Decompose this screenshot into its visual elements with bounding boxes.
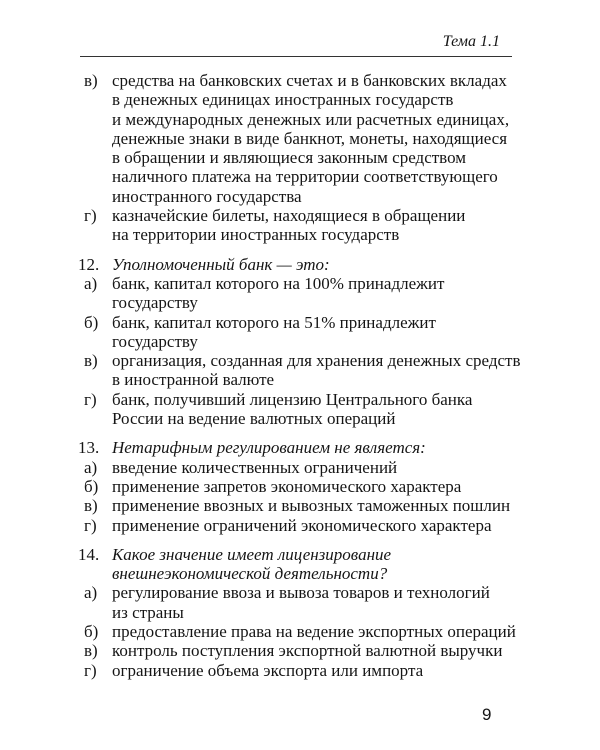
option-label: г) xyxy=(84,660,97,680)
page-number: 9 xyxy=(482,705,492,724)
answer-option xyxy=(78,351,521,390)
answer-option xyxy=(78,583,518,622)
option-label-wrap xyxy=(78,516,112,535)
option-label: б) xyxy=(84,312,99,332)
answer-option xyxy=(78,71,518,206)
option-label-wrap xyxy=(78,71,112,206)
answer-option xyxy=(78,206,518,245)
option-text xyxy=(112,351,520,390)
option-line: наличного платежа на территории соответствующего xyxy=(112,167,498,187)
option-label-wrap xyxy=(78,583,112,622)
option-text xyxy=(112,206,518,245)
option-line: иностранного государства xyxy=(112,186,302,206)
option-text xyxy=(112,622,518,641)
option-line: казначейские билеты, находящиеся в обращении xyxy=(112,206,466,226)
option-label: в) xyxy=(84,351,98,371)
option-line: в денежных единицах иностранных государств xyxy=(112,90,454,110)
option-text xyxy=(112,274,518,313)
option-line: регулирование ввоза и вывоза товаров и технологий xyxy=(112,583,490,603)
option-text xyxy=(112,477,518,496)
option-line: средства на банковских счетах и в банковских вкладах xyxy=(112,71,507,90)
option-label: г) xyxy=(84,206,97,226)
option-label: в) xyxy=(84,496,98,516)
option-text xyxy=(112,313,518,352)
option-label-wrap xyxy=(78,274,112,313)
option-label: г) xyxy=(84,515,97,535)
question-block xyxy=(78,71,518,245)
option-line: в обращении и являющиеся законным средством xyxy=(112,148,467,168)
option-line: из страны xyxy=(112,602,184,622)
option-label: а) xyxy=(84,457,98,477)
option-text xyxy=(112,496,518,515)
answer-option xyxy=(78,390,518,429)
option-line: применение ограничений экономического характера xyxy=(112,515,492,535)
option-line: введение количественных ограничений xyxy=(112,457,398,477)
answer-option xyxy=(78,641,518,660)
question-number: 12. xyxy=(78,254,100,274)
option-label: в) xyxy=(84,71,98,90)
answer-option xyxy=(78,661,518,680)
header-divider xyxy=(80,56,512,57)
option-label: а) xyxy=(84,273,98,293)
option-line: предоставление права на ведение экспортных операций xyxy=(112,622,516,642)
option-text xyxy=(112,71,518,206)
option-text xyxy=(112,516,518,535)
option-line: применение запретов экономического характера xyxy=(112,476,462,496)
option-label: б) xyxy=(84,622,99,642)
question-line: внешнеэкономической деятельности? xyxy=(112,564,388,584)
option-text xyxy=(112,583,518,622)
question-text xyxy=(112,255,330,274)
option-line: банк, капитал которого на 51% принадлежит xyxy=(112,312,436,332)
option-label-wrap xyxy=(78,351,112,390)
question-line: Уполномоченный банк — это: xyxy=(112,254,330,274)
question-heading xyxy=(78,438,518,457)
answer-option xyxy=(78,516,518,535)
option-label-wrap xyxy=(78,458,112,477)
question-heading xyxy=(78,545,518,584)
option-line: и международных денежных или расчетных единицах, xyxy=(112,109,510,129)
question-text xyxy=(112,545,391,584)
option-label: б) xyxy=(84,476,99,496)
page-content xyxy=(78,71,521,690)
option-label-wrap xyxy=(78,641,112,660)
answer-option xyxy=(78,622,518,641)
answer-option xyxy=(78,313,518,352)
option-line: банк, капитал которого на 100% принадлежит xyxy=(112,273,445,293)
option-label-wrap xyxy=(78,477,112,496)
question-block xyxy=(78,254,521,429)
option-text xyxy=(112,458,518,477)
running-header-title: Тема 1.1 xyxy=(442,33,500,50)
option-label-wrap xyxy=(78,661,112,680)
option-line: в иностранной валюте xyxy=(112,370,275,390)
option-text xyxy=(112,390,518,429)
option-label-wrap xyxy=(78,206,112,245)
option-label: в) xyxy=(84,641,98,661)
option-label-wrap xyxy=(78,496,112,515)
option-text xyxy=(112,641,518,660)
option-label: а) xyxy=(84,583,98,603)
option-line: России на ведение валютных операций xyxy=(112,409,396,429)
option-line: организация, созданная для хранения денежных средств xyxy=(112,351,521,371)
question-block xyxy=(78,438,518,534)
question-number: 14. xyxy=(78,544,100,564)
question-line: Какое значение имеет лицензирование xyxy=(112,544,392,564)
option-line: денежные знаки в виде банкнот, монеты, находящиеся xyxy=(112,128,508,148)
option-line: государству xyxy=(112,331,198,351)
option-line: применение ввозных и вывозных таможенных пошлин xyxy=(112,496,511,516)
option-line: государству xyxy=(112,293,198,313)
answer-option xyxy=(78,458,518,477)
option-label-wrap xyxy=(78,313,112,352)
option-label-wrap xyxy=(78,390,112,429)
answer-option xyxy=(78,477,518,496)
option-label: г) xyxy=(84,389,97,409)
option-line: банк, получивший лицензию Центрального банка xyxy=(112,389,473,409)
answer-option xyxy=(78,496,518,515)
question-line: Нетарифным регулированием не является: xyxy=(112,438,426,458)
option-label-wrap xyxy=(78,622,112,641)
question-heading xyxy=(78,255,518,274)
question-number: 13. xyxy=(78,438,100,458)
option-line: контроль поступления экспортной валютной выручки xyxy=(112,641,503,661)
answer-option xyxy=(78,274,518,313)
option-text xyxy=(112,661,518,680)
question-text xyxy=(112,438,426,457)
question-block xyxy=(78,545,518,680)
option-line: ограничение объема экспорта или импорта xyxy=(112,660,424,680)
option-line: на территории иностранных государств xyxy=(112,225,400,245)
